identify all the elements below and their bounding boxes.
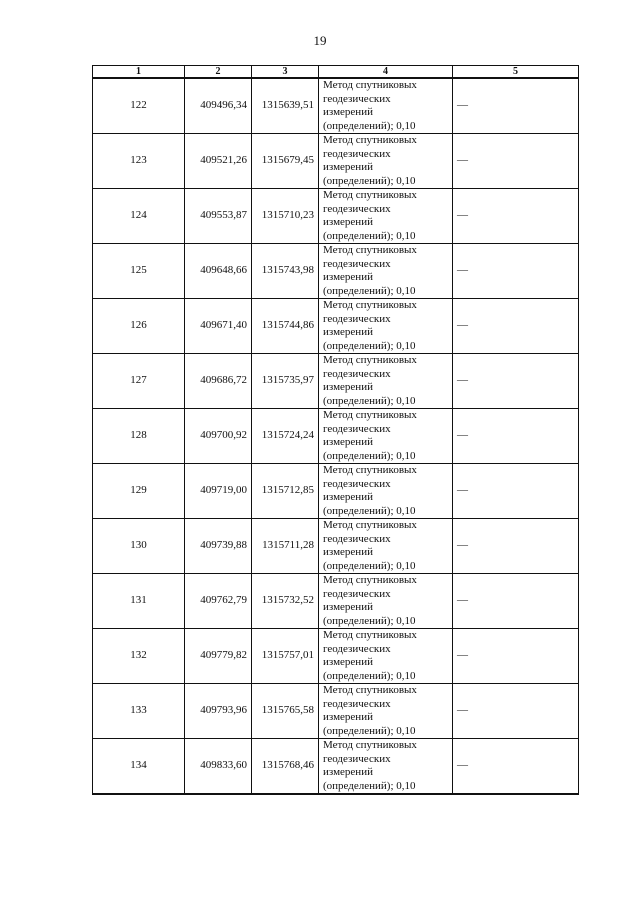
page-number: 19	[313, 33, 327, 48]
point-number-cell-text: 127	[130, 374, 147, 387]
note-cell	[453, 78, 579, 134]
y-coordinate-cell-text: 1315732,52	[261, 594, 314, 607]
method-cell	[319, 519, 453, 574]
point-number-cell	[93, 78, 185, 134]
x-coordinate-cell-text: 409521,26	[200, 154, 247, 167]
note-cell-text: —	[457, 154, 468, 167]
method-cell-text: Метод спутниковых геодезических измерений (определений); 0,10	[323, 574, 417, 627]
point-number-cell	[93, 299, 185, 354]
point-number-cell-text: 129	[130, 484, 147, 497]
y-coordinate-cell	[252, 629, 319, 684]
method-cell-text: Метод спутниковых геодезических измерений (определений); 0,10	[323, 244, 417, 297]
y-coordinate-cell-text: 1315724,24	[261, 429, 314, 442]
method-cell-text: Метод спутниковых геодезических измерений (определений); 0,10	[323, 354, 417, 407]
method-cell-text: Метод спутниковых геодезических измерений (определений); 0,10	[323, 409, 417, 462]
note-cell	[453, 134, 579, 189]
x-coordinate-cell	[185, 299, 252, 354]
y-coordinate-cell	[252, 134, 319, 189]
note-cell	[453, 464, 579, 519]
table-row	[93, 739, 579, 795]
x-coordinate-cell-text: 409719,00	[200, 484, 247, 497]
method-cell-text: Метод спутниковых геодезических измерений (определений); 0,10	[323, 629, 417, 682]
x-coordinate-cell	[185, 519, 252, 574]
x-coordinate-cell-text: 409700,92	[200, 429, 247, 442]
x-coordinate-cell-text: 409648,66	[200, 264, 247, 277]
point-number-cell-text: 123	[130, 154, 147, 167]
method-cell-text: Метод спутниковых геодезических измерений (определений); 0,10	[323, 189, 417, 242]
x-coordinate-cell	[185, 244, 252, 299]
method-cell-text: Метод спутниковых геодезических измерений (определений); 0,10	[323, 464, 417, 517]
note-cell-text: —	[457, 759, 468, 772]
method-cell	[319, 464, 453, 519]
y-coordinate-cell	[252, 409, 319, 464]
table-row	[93, 464, 579, 519]
x-coordinate-cell-text: 409553,87	[200, 209, 247, 222]
method-cell-text: Метод спутниковых геодезических измерений (определений); 0,10	[323, 739, 417, 792]
note-cell-text: —	[457, 374, 468, 387]
method-cell	[319, 299, 453, 354]
note-cell-text: —	[457, 264, 468, 277]
y-coordinate-cell-text: 1315679,45	[261, 154, 314, 167]
table-row	[93, 684, 579, 739]
point-number-cell-text: 130	[130, 539, 147, 552]
note-cell-text: —	[457, 319, 468, 332]
table-row	[93, 244, 579, 299]
method-cell	[319, 684, 453, 739]
y-coordinate-cell-text: 1315768,46	[261, 759, 314, 772]
point-number-cell	[93, 409, 185, 464]
table-row	[93, 189, 579, 244]
x-coordinate-cell-text: 409496,34	[200, 99, 247, 112]
x-coordinate-cell	[185, 78, 252, 134]
note-cell-text: —	[457, 99, 468, 112]
note-cell-text: —	[457, 209, 468, 222]
x-coordinate-cell	[185, 684, 252, 739]
point-number-cell	[93, 244, 185, 299]
x-coordinate-cell-text: 409686,72	[200, 374, 247, 387]
note-cell-text: —	[457, 539, 468, 552]
y-coordinate-cell	[252, 739, 319, 795]
note-cell	[453, 354, 579, 409]
note-cell	[453, 519, 579, 574]
note-cell	[453, 189, 579, 244]
x-coordinate-cell	[185, 629, 252, 684]
point-number-cell-text: 122	[130, 99, 147, 112]
y-coordinate-cell	[252, 78, 319, 134]
y-coordinate-cell-text: 1315639,51	[261, 99, 314, 112]
y-coordinate-cell-text: 1315712,85	[261, 484, 314, 497]
header-col-3: 3	[252, 66, 319, 79]
header-col-4: 4	[319, 66, 453, 79]
table-row	[93, 519, 579, 574]
method-cell-text: Метод спутниковых геодезических измерений (определений); 0,10	[323, 134, 417, 187]
x-coordinate-cell	[185, 134, 252, 189]
point-number-cell	[93, 739, 185, 795]
y-coordinate-cell-text: 1315711,28	[262, 539, 314, 552]
x-coordinate-cell-text: 409671,40	[200, 319, 247, 332]
method-cell	[319, 189, 453, 244]
point-number-cell	[93, 574, 185, 629]
y-coordinate-cell	[252, 299, 319, 354]
x-coordinate-cell-text: 409779,82	[200, 649, 247, 662]
table-row	[93, 629, 579, 684]
coordinates-table	[92, 65, 579, 795]
note-cell	[453, 409, 579, 464]
point-number-cell	[93, 464, 185, 519]
point-number-cell	[93, 354, 185, 409]
note-cell	[453, 299, 579, 354]
table-row	[93, 574, 579, 629]
note-cell-text: —	[457, 704, 468, 717]
note-cell	[453, 629, 579, 684]
table-header-row	[93, 66, 579, 79]
x-coordinate-cell-text: 409762,79	[200, 594, 247, 607]
table-row	[93, 354, 579, 409]
method-cell	[319, 134, 453, 189]
point-number-cell	[93, 134, 185, 189]
method-cell	[319, 739, 453, 795]
y-coordinate-cell-text: 1315765,58	[261, 704, 314, 717]
x-coordinate-cell	[185, 189, 252, 244]
point-number-cell	[93, 684, 185, 739]
point-number-cell-text: 133	[130, 704, 147, 717]
header-col-2: 2	[185, 66, 252, 79]
method-cell	[319, 244, 453, 299]
x-coordinate-cell-text: 409833,60	[200, 759, 247, 772]
y-coordinate-cell-text: 1315744,86	[261, 319, 314, 332]
y-coordinate-cell	[252, 684, 319, 739]
point-number-cell	[93, 629, 185, 684]
x-coordinate-cell-text: 409739,88	[200, 539, 247, 552]
method-cell-text: Метод спутниковых геодезических измерений (определений); 0,10	[323, 299, 417, 352]
point-number-cell-text: 134	[130, 759, 147, 772]
point-number-cell-text: 128	[130, 429, 147, 442]
method-cell	[319, 574, 453, 629]
method-cell	[319, 78, 453, 134]
table-body	[93, 78, 579, 794]
note-cell-text: —	[457, 594, 468, 607]
note-cell	[453, 739, 579, 795]
method-cell	[319, 409, 453, 464]
note-cell-text: —	[457, 429, 468, 442]
y-coordinate-cell	[252, 244, 319, 299]
y-coordinate-cell	[252, 519, 319, 574]
method-cell-text: Метод спутниковых геодезических измерений (определений); 0,10	[323, 684, 417, 737]
header-col-5: 5	[453, 66, 579, 79]
x-coordinate-cell	[185, 464, 252, 519]
x-coordinate-cell-text: 409793,96	[200, 704, 247, 717]
point-number-cell-text: 126	[130, 319, 147, 332]
method-cell-text: Метод спутниковых геодезических измерений (определений); 0,10	[323, 519, 417, 572]
point-number-cell-text: 124	[130, 209, 147, 222]
point-number-cell-text: 125	[130, 264, 147, 277]
header-col-1: 1	[93, 66, 185, 79]
note-cell	[453, 684, 579, 739]
table-row	[93, 78, 579, 134]
note-cell	[453, 244, 579, 299]
x-coordinate-cell	[185, 409, 252, 464]
note-cell	[453, 574, 579, 629]
table-row	[93, 299, 579, 354]
method-cell-text: Метод спутниковых геодезических измерений (определений); 0,10	[323, 79, 417, 132]
point-number-cell	[93, 519, 185, 574]
point-number-cell-text: 131	[130, 594, 147, 607]
method-cell	[319, 354, 453, 409]
y-coordinate-cell-text: 1315757,01	[261, 649, 314, 662]
table-row	[93, 409, 579, 464]
x-coordinate-cell	[185, 574, 252, 629]
x-coordinate-cell	[185, 739, 252, 795]
y-coordinate-cell	[252, 354, 319, 409]
note-cell-text: —	[457, 484, 468, 497]
y-coordinate-cell	[252, 189, 319, 244]
point-number-cell	[93, 189, 185, 244]
y-coordinate-cell	[252, 574, 319, 629]
y-coordinate-cell-text: 1315735,97	[261, 374, 314, 387]
method-cell	[319, 629, 453, 684]
y-coordinate-cell-text: 1315710,23	[261, 209, 314, 222]
x-coordinate-cell	[185, 354, 252, 409]
point-number-cell-text: 132	[130, 649, 147, 662]
y-coordinate-cell	[252, 464, 319, 519]
y-coordinate-cell-text: 1315743,98	[261, 264, 314, 277]
table-row	[93, 134, 579, 189]
note-cell-text: —	[457, 649, 468, 662]
